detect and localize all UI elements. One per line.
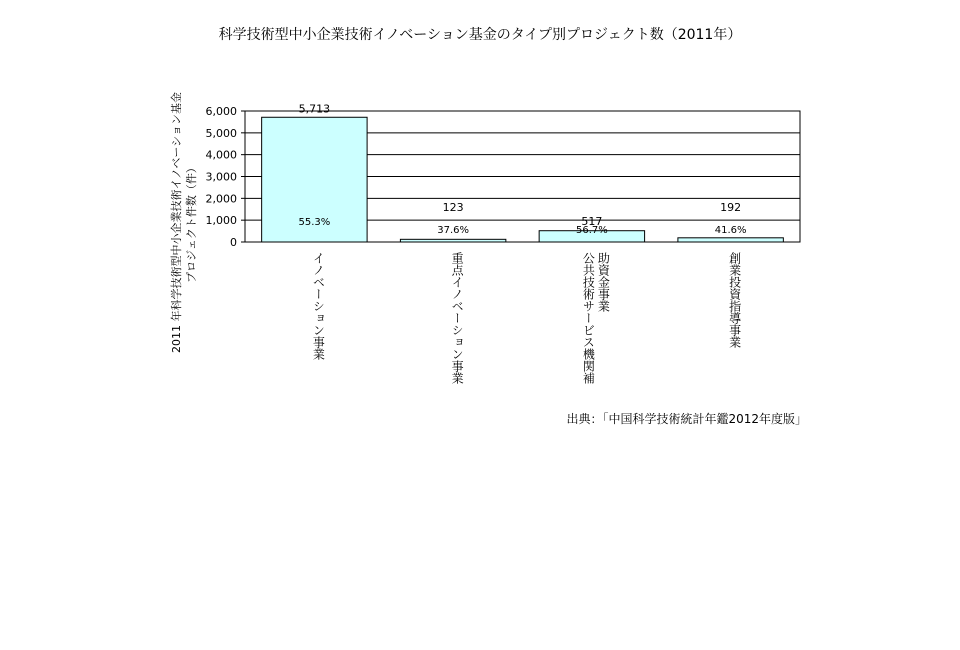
- x-category-label: 助資金事業: [596, 252, 611, 312]
- chart-title: 科学技術型中小企業技術イノベーション基金のタイプ別プロジェクト数（2011年）: [218, 27, 742, 43]
- y-tick-label: 6,000: [205, 105, 237, 118]
- y-tick-label: 2,000: [205, 192, 237, 206]
- y-tick-label: 4,000: [205, 148, 237, 162]
- y-axis-title-line: プロジェクト件数（件）: [185, 162, 198, 283]
- y-axis-title-line: 2011 年科学技術型中小企業技術イノベーション基金: [170, 92, 183, 353]
- y-tick-label: 1,000: [205, 214, 237, 228]
- value-label: 5,713: [298, 102, 331, 116]
- x-category-label: 創業投資指導事業: [727, 252, 742, 348]
- y-tick-label: 5,000: [205, 126, 237, 140]
- x-category-label: イノベーション事業: [311, 252, 326, 360]
- y-tick-label: 0: [230, 236, 237, 249]
- percent-label: 37.6%: [437, 225, 470, 236]
- y-tick-label: 3,000: [205, 170, 237, 184]
- value-label: 517: [581, 215, 603, 228]
- x-axis-labels: [311, 251, 741, 384]
- x-category-label: 重点イノベーション事業: [450, 252, 465, 384]
- bars: [262, 117, 784, 242]
- value-label: 123: [442, 201, 464, 214]
- x-category-label: 公共技術サービス機関補: [581, 252, 596, 384]
- value-label: 192: [720, 201, 742, 214]
- y-axis-title: [169, 92, 198, 353]
- bar: [678, 238, 783, 242]
- percent-label: 41.6%: [714, 225, 747, 236]
- y-axis-ticks: [206, 105, 246, 249]
- source-note: 出典：「中国科学技術統計年鑑2012年度版」: [566, 412, 807, 426]
- percent-label: 56.7%: [575, 225, 608, 236]
- percent-label: 55.3%: [298, 217, 331, 228]
